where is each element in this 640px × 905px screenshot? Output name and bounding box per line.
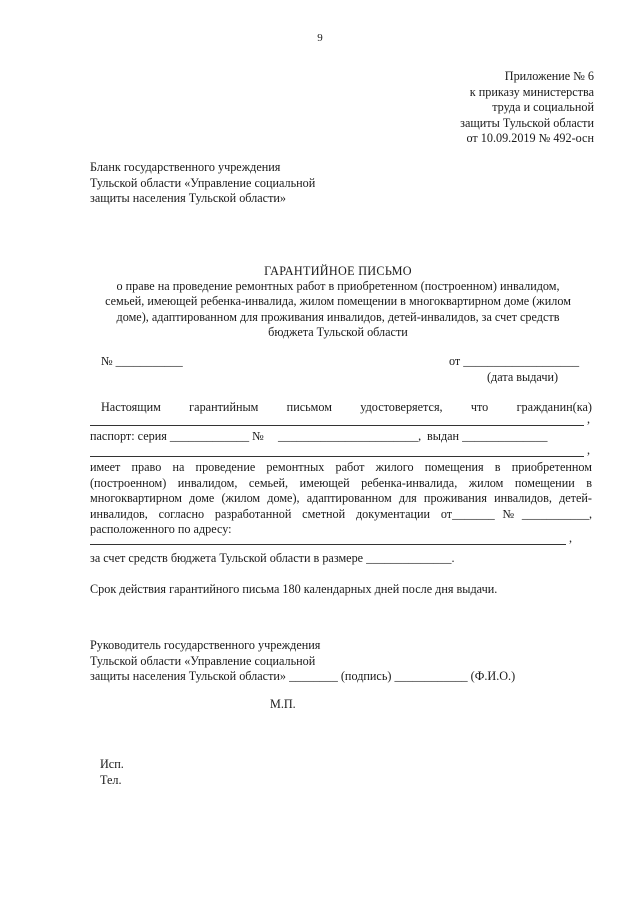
appendix-line: к приказу министерства [469,84,594,99]
signatory-block [90,638,515,685]
executor-label: Исп. [100,757,124,771]
institution-line: Тульской области «Управление социальной [90,175,316,190]
contacts-block [100,756,124,788]
stamp-place: М.П. [270,697,296,711]
letter-title-block [88,264,588,340]
blank-underline [90,544,566,545]
appendix-header [460,69,594,147]
appendix-line: Приложение № 6 [504,69,594,83]
institution-line: Бланк государственного учреждения [90,160,281,174]
certify-word: письмом [286,400,332,414]
signatory-line: Руководитель государственного учреждения [90,638,321,652]
subtitle-line: доме), адаптированном для проживания инвалидов, детей-инвалидов, за счет средств [116,309,560,324]
validity-line: Срок действия гарантийного письма 180 календарных дней после дня выдачи. [90,582,498,596]
letter-title: ГАРАНТИЙНОЕ ПИСЬМО [264,264,412,278]
phone-label: Тел. [100,773,122,787]
certify-word: гражданин(ка) [516,400,592,414]
comma: , [586,443,590,457]
subtitle-line: о праве на проведение ремонтных работ в приобретенном (построенном) инвалидом, [116,279,560,294]
subtitle-line: бюджета Тульской области [268,324,408,339]
certify-word: удостоверяется, [360,400,443,414]
budget-line: за счет средств бюджета Тульской области в размере ______________. [90,551,455,565]
certify-word: Настоящим [101,400,161,414]
letter-date-field: от ___________________ [449,354,580,368]
certify-word: что [470,400,489,414]
citizen-name-blank [90,412,590,428]
signatory-line: защиты населения Тульской области» ________ (подпись) ____________ (Ф.И.О.) [90,669,516,684]
comma: , [586,412,590,426]
letter-number-field: № ___________ [101,354,183,368]
subtitle-line: семьей, имеющей ребенка-инвалида, жилом помещении в многоквартирном доме (жилом [105,294,571,309]
date-caption: (дата выдачи) [487,370,559,384]
certify-word: гарантийным [189,400,259,414]
passport-number: _______________________, [278,429,422,443]
issued-by-blank [90,443,590,459]
appendix-line: от 10.09.2019 № 492-осн [466,131,594,146]
appendix-line: труда и социальной [492,100,594,115]
address-blank [90,531,572,547]
appendix-line: защиты Тульской области [460,115,594,130]
passport-issued: выдан ______________ [427,429,548,443]
blank-underline [90,456,584,457]
passport-series: паспорт: серия _____________ № [90,429,264,443]
institution-block [90,160,315,207]
page-number: 9 [317,32,323,44]
comma: , [568,531,572,545]
signatory-line: Тульской области «Управление социальной [90,653,316,668]
institution-line: защиты населения Тульской области» [90,191,287,206]
blank-underline [90,425,584,426]
body-paragraph: имеет право на проведение ремонтных работ жилого помещения в приобретенном (построенном) инвалидом, семьей, имеющей ребенка-инвалида, жилом помещении в многоквартирном доме (жилом доме), адаптированном для проживания инвалидов, детей-инвалидов, согласно разработанной сметной документации от_______№___________, расположенного по адресу: [90,460,592,536]
